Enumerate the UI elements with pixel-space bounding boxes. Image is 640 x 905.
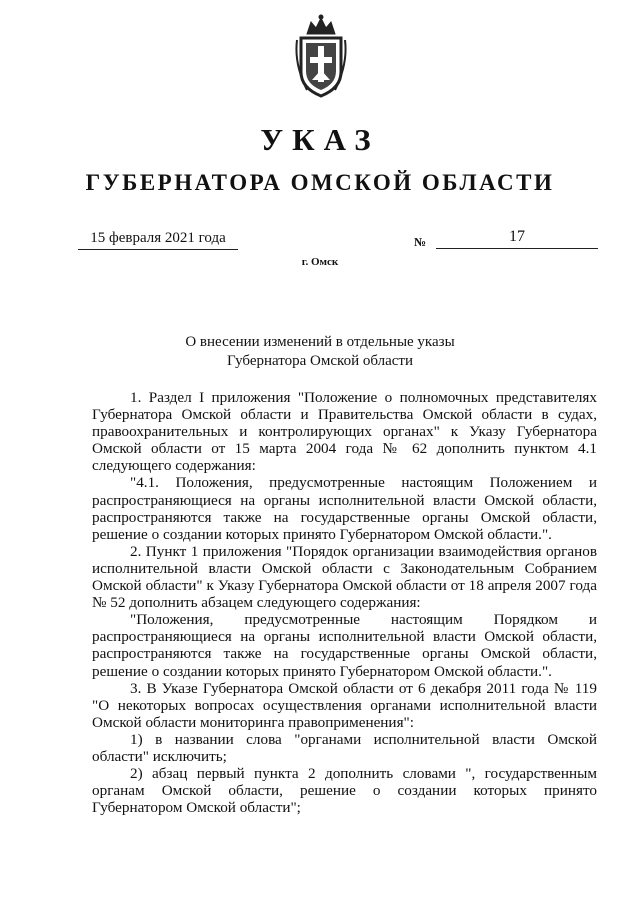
subject-line-1: О внесении изменений в отдельные указы: [185, 334, 455, 350]
number-label: №: [414, 235, 427, 249]
paragraph-2-quote: "Положения, предусмотренные настоящим Порядком и распространяющиеся на органы исполнительной власти Омской области, распространяются также на государственные органы Омской области, решение о создании которых принято Губернатором Омской области.".: [92, 611, 597, 680]
paragraph-1: 1. Раздел I приложения "Положение о полномочных представителях Губернатора Омской области и Правительства Омской области в судах, правоохранительных и контролирующих органах" к Указу Губернатора Омской области от 15 марта 2004 года № 62 дополнить пунктом 4.1 следующего содержания:: [92, 389, 597, 475]
document-title: УКАЗ: [260, 122, 380, 157]
paragraph-3: 3. В Указе Губернатора Омской области от 6 декабря 2011 года № 119 "О некоторых вопросах осуществления органами исполнительной власти Омской области мониторинга правоприменения":: [92, 679, 597, 731]
document-number: 17: [436, 228, 598, 249]
paragraph-3-item-1: 1) в названии слова "органами исполнительной власти Омской области" исключить;: [92, 730, 597, 765]
document-subtitle: ГУБЕРНАТОРА ОМСКОЙ ОБЛАСТИ: [85, 170, 555, 195]
document-body: [92, 389, 597, 816]
subject-line-2: Губернатора Омской области: [227, 353, 413, 369]
paragraph-2: 2. Пункт 1 приложения "Порядок организации взаимодействия органов исполнительной власти Омской области с Законодательным Собранием Омской области" к Указу Губернатора Омской области от 18 апреля 2007 года № 52 дополнить абзацем следующего содержания:: [92, 542, 597, 612]
paragraph-1-quote: "4.1. Положения, предусмотренные настоящим Положением и распространяющиеся на органы исполнительной власти Омской области, распространяются также на государственные органы Омской области, решение о создании которых принято Губернатором Омской области.".: [92, 474, 597, 543]
omsk-coat-of-arms-icon: [293, 14, 349, 98]
paragraph-3-item-2: 2) абзац первый пункта 2 дополнить словами ", государственным органам Омской области, решение о создании которых принято Губернатором Омской области";: [92, 765, 597, 817]
document-date: 15 февраля 2021 года: [78, 230, 238, 250]
document-city: г. Омск: [301, 256, 339, 268]
document-subject: [0, 333, 640, 371]
